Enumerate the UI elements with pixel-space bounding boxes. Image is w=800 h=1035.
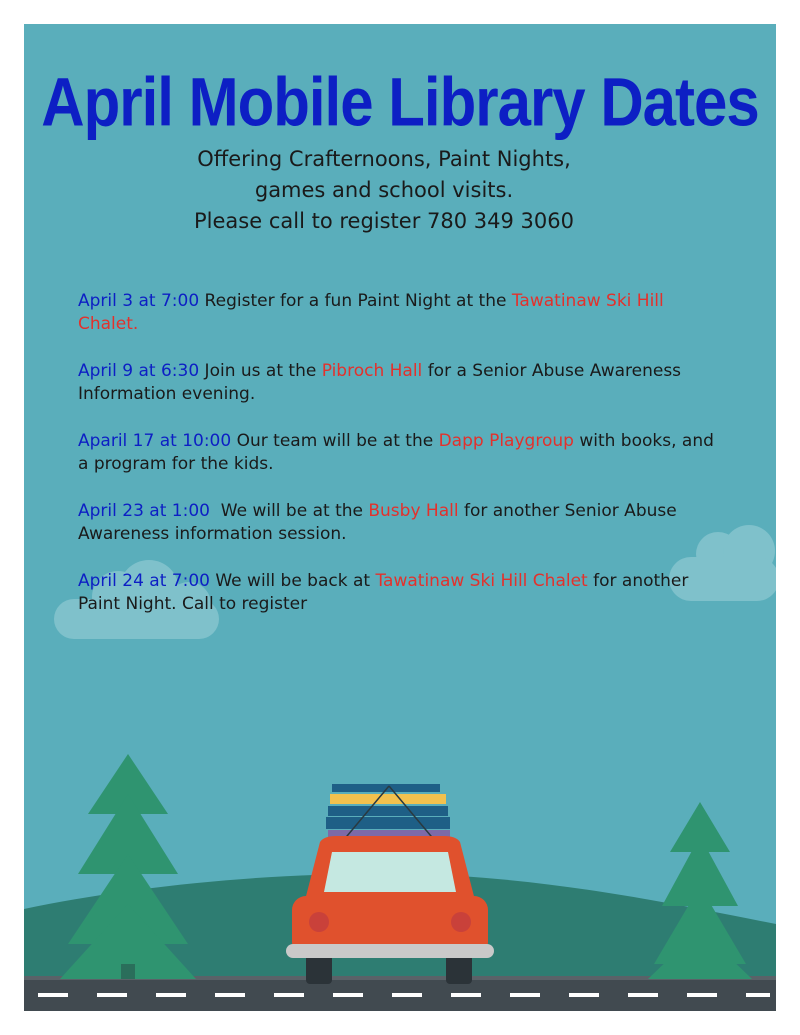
event-text: We will be at the bbox=[209, 501, 369, 521]
poster bbox=[24, 24, 776, 1011]
subtitle-line: Offering Crafternoons, Paint Nights, bbox=[197, 147, 571, 171]
event-date: April 3 at 7:00 bbox=[78, 291, 200, 311]
event-text: for another Paint Night. Call to register bbox=[78, 571, 689, 614]
event-date: April 9 at 6:30 bbox=[78, 361, 200, 381]
subtitle-line: games and school visits. bbox=[254, 178, 514, 202]
tree-right bbox=[648, 802, 752, 979]
event-location: Dapp Playgroup bbox=[438, 431, 574, 451]
book-stack bbox=[326, 784, 450, 842]
subtitle bbox=[24, 144, 744, 237]
event-item bbox=[78, 430, 728, 476]
event-text: We will be back at bbox=[209, 571, 376, 591]
event-list bbox=[78, 290, 728, 640]
event-text: Register for a fun Paint Night at the bbox=[199, 291, 512, 311]
event-item bbox=[78, 290, 728, 336]
event-date: April 23 at 1:00 bbox=[78, 501, 210, 521]
page-title: April Mobile Library Dates bbox=[41, 63, 759, 141]
event-location: Pibroch Hall bbox=[321, 361, 423, 381]
event-item bbox=[78, 570, 728, 616]
event-location: Busby Hall bbox=[368, 501, 459, 521]
event-text: Join us at the bbox=[199, 361, 322, 381]
event-date: April 24 at 7:00 bbox=[78, 571, 210, 591]
event-text: with books, and a program for the kids. bbox=[78, 431, 714, 474]
event-location: Tawatinaw Ski Hill Chalet. bbox=[78, 291, 664, 334]
event-text: for a Senior Abuse Awareness Information evening. bbox=[78, 361, 682, 404]
event-text: Our team will be at the bbox=[231, 431, 439, 451]
event-location: Tawatinaw Ski Hill Chalet bbox=[375, 571, 588, 591]
event-date: Aparil 17 at 10:00 bbox=[78, 431, 232, 451]
event-item bbox=[78, 500, 728, 546]
event-text: for another Senior Abuse Awareness information session. bbox=[78, 501, 677, 544]
subtitle-phone-line: Please call to register 780 349 3060 bbox=[194, 209, 574, 233]
event-item bbox=[78, 360, 728, 406]
